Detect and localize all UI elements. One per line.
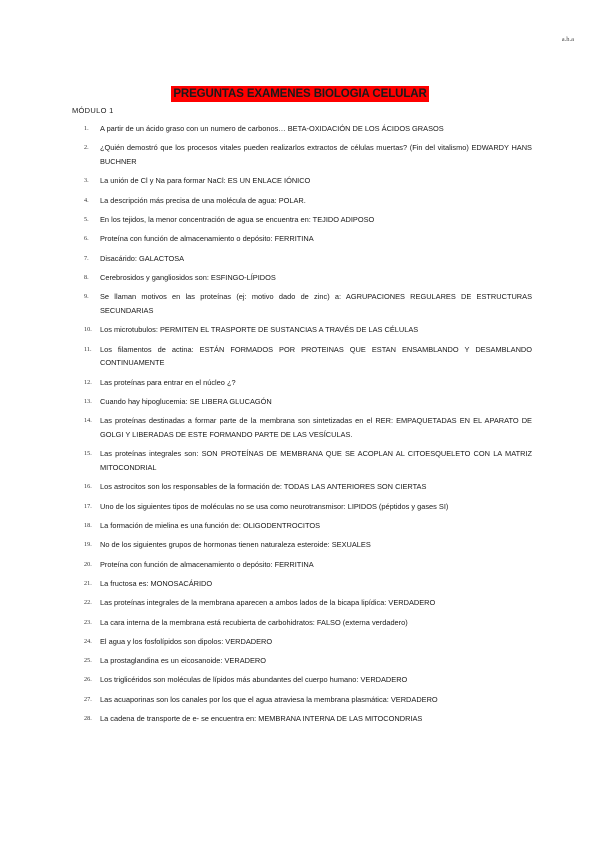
item-text: Las proteínas para entrar en el núcleo ¿? bbox=[100, 377, 236, 387]
item-number: 15. bbox=[84, 450, 92, 458]
item-text: No de los siguientes grupos de hormonas tienen naturaleza esteroide: SEXUALES bbox=[100, 540, 371, 550]
item-number: 7. bbox=[84, 254, 89, 262]
list-item bbox=[0, 213, 600, 227]
item-number: 4. bbox=[84, 196, 89, 204]
item-text: A partir de un ácido graso con un numero de carbonos… BETA-OXIDACIÓN DE LOS ÁCIDOS GRASOS bbox=[100, 124, 444, 133]
item-number: 23. bbox=[84, 618, 92, 626]
item-number: 6. bbox=[84, 235, 89, 243]
item-text: La formación de mielina es una función de: OLIGODENTROCITOS bbox=[100, 521, 321, 531]
item-text: Las acuaporinas son los canales por los que el agua atraviesa la membrana plasmática: VERDADERO bbox=[100, 694, 438, 704]
item-text: La cadena de transporte de e- se encuentra en: MEMBRANA INTERNA DE LAS MITOCONDRIAS bbox=[100, 714, 423, 723]
list-item bbox=[0, 635, 600, 649]
item-number: 2. bbox=[84, 144, 89, 152]
item-text: Uno de los siguientes tipos de moléculas no se usa como neurotransmisor: LIPIDOS (péptidos y gases SI) bbox=[100, 501, 449, 511]
item-text: Las proteínas integrales de la membrana aparecen a ambos lados de la bicapa lipídica: VERDADERO bbox=[100, 598, 436, 608]
item-number: 21. bbox=[84, 579, 92, 587]
list-item bbox=[0, 395, 600, 409]
list-item bbox=[0, 596, 600, 610]
list-item bbox=[0, 673, 600, 687]
list-item bbox=[0, 194, 600, 208]
item-text: Los microtubulos: PERMITEN EL TRASPORTE DE SUSTANCIAS A TRAVÉS DE LAS CÉLULAS bbox=[100, 325, 419, 335]
list-item bbox=[0, 252, 600, 266]
item-number: 12. bbox=[84, 378, 92, 386]
item-number: 20. bbox=[84, 560, 92, 568]
item-number: 18. bbox=[84, 522, 92, 530]
item-text: La fructosa es: MONOSACÁRIDO bbox=[100, 578, 213, 588]
list-item bbox=[0, 141, 600, 169]
item-text: Los triglicéridos son moléculas de lípidos más abundantes del cuerpo humano: VERDADERO bbox=[100, 675, 408, 685]
item-number: 13. bbox=[84, 397, 92, 405]
item-text: Los astrocitos son los responsables de la formación de: TODAS LAS ANTERIORES SON CIERTAS bbox=[100, 482, 427, 492]
item-text: Proteína con función de almacenamiento o depósito: FERRITINA bbox=[100, 234, 314, 244]
item-number: 27. bbox=[84, 695, 92, 703]
list-item bbox=[0, 376, 600, 390]
list-item bbox=[0, 616, 600, 630]
list-item bbox=[0, 271, 600, 285]
list-item bbox=[0, 693, 600, 707]
list-item bbox=[0, 500, 600, 514]
item-number: 8. bbox=[84, 273, 89, 281]
item-text: Proteína con función de almacenamiento o depósito: FERRITINA bbox=[100, 559, 314, 569]
item-number: 25. bbox=[84, 657, 92, 665]
item-number: 16. bbox=[84, 483, 92, 491]
item-text: Las proteínas destinadas a formar parte de la membrana son sintetizadas en el RER: EMPAQUETADAS EN EL APARATO DE GOLGI Y LIBERADAS DE ESTE FORMANDO PARTE DE LAS VESÍCULAS. bbox=[100, 416, 532, 440]
list-item bbox=[0, 174, 600, 188]
item-text: Las proteínas integrales son: SON PROTEÍNAS DE MEMBRANA QUE SE ACOPLAN AL CITOESQUELETO CON LA MATRIZ MITOCONDRIAL bbox=[100, 449, 532, 473]
item-number: 26. bbox=[84, 676, 92, 684]
list-item bbox=[0, 538, 600, 552]
item-number: 3. bbox=[84, 177, 89, 185]
list-item bbox=[0, 414, 600, 442]
item-text: La descripción más precisa de una molécula de agua: POLAR. bbox=[100, 195, 306, 205]
item-number: 1. bbox=[84, 125, 89, 132]
item-number: 9. bbox=[84, 293, 89, 301]
item-number: 24. bbox=[84, 637, 92, 645]
item-number: 28. bbox=[84, 715, 92, 722]
list-item bbox=[0, 343, 600, 371]
item-number: 14. bbox=[84, 417, 92, 425]
document-title: PREGUNTAS EXAMENES BIOLOGIA CELULAR bbox=[173, 88, 427, 100]
item-number: 22. bbox=[84, 599, 92, 607]
item-text: El agua y los fosfolípidos son dipolos: VERDADERO bbox=[100, 636, 273, 646]
list-item bbox=[0, 654, 600, 668]
list-item bbox=[0, 577, 600, 591]
item-text: Los filamentos de actina: ESTÁN FORMADOS POR PROTEINAS QUE ESTAN ENSAMBLANDO Y DESAMBLANDO CONTINUAMENTE bbox=[100, 344, 532, 368]
item-text: Cerebrosidos y gangliosidos son: ESFINGO-LÍPIDOS bbox=[100, 272, 276, 282]
item-text: En los tejidos, la menor concentración de agua se encuentra en: TEJIDO ADIPOSO bbox=[100, 214, 375, 224]
item-text: La cara interna de la membrana está recubierta de carbohidratos: FALSO (externa verdadero) bbox=[100, 617, 408, 627]
item-number: 17. bbox=[84, 502, 92, 510]
list-item bbox=[0, 519, 600, 533]
list-item bbox=[0, 323, 600, 337]
item-number: 11. bbox=[84, 345, 92, 353]
item-text: Cuando hay hipoglucemia: SE LIBERA GLUCAGÓN bbox=[100, 396, 272, 406]
list-item bbox=[0, 712, 600, 726]
module-label: MÓDULO 1 bbox=[72, 106, 114, 115]
item-number: 5. bbox=[84, 215, 89, 223]
list-item bbox=[0, 232, 600, 246]
item-number: 19. bbox=[84, 541, 92, 549]
list-item bbox=[0, 290, 600, 318]
list-item bbox=[0, 480, 600, 494]
item-text: ¿Quién demostró que los procesos vitales pueden realizarlos extractos de células muertas? (Fin del vitalismo) EDWARDY HANS BUCHNER bbox=[100, 143, 532, 167]
item-text: La prostaglandina es un eicosanoide: VERADERO bbox=[100, 656, 266, 666]
item-text: Se llaman motivos en las proteínas (ej: motivo dado de zinc) a: AGRUPACIONES REGULARES DE ESTRUCTURAS SECUNDARIAS bbox=[100, 292, 532, 315]
corner-mark: a.h.a bbox=[561, 36, 574, 43]
title-wrap bbox=[0, 84, 600, 102]
item-text: La unión de Cl y Na para formar NaCl: ES UN ENLACE IÓNICO bbox=[100, 176, 311, 186]
item-text: Disacárido: GALACTOSA bbox=[100, 253, 185, 263]
list-item bbox=[0, 447, 600, 475]
item-number: 10. bbox=[84, 326, 92, 334]
questions-list bbox=[0, 122, 600, 731]
list-item bbox=[0, 558, 600, 572]
list-item bbox=[0, 122, 600, 136]
